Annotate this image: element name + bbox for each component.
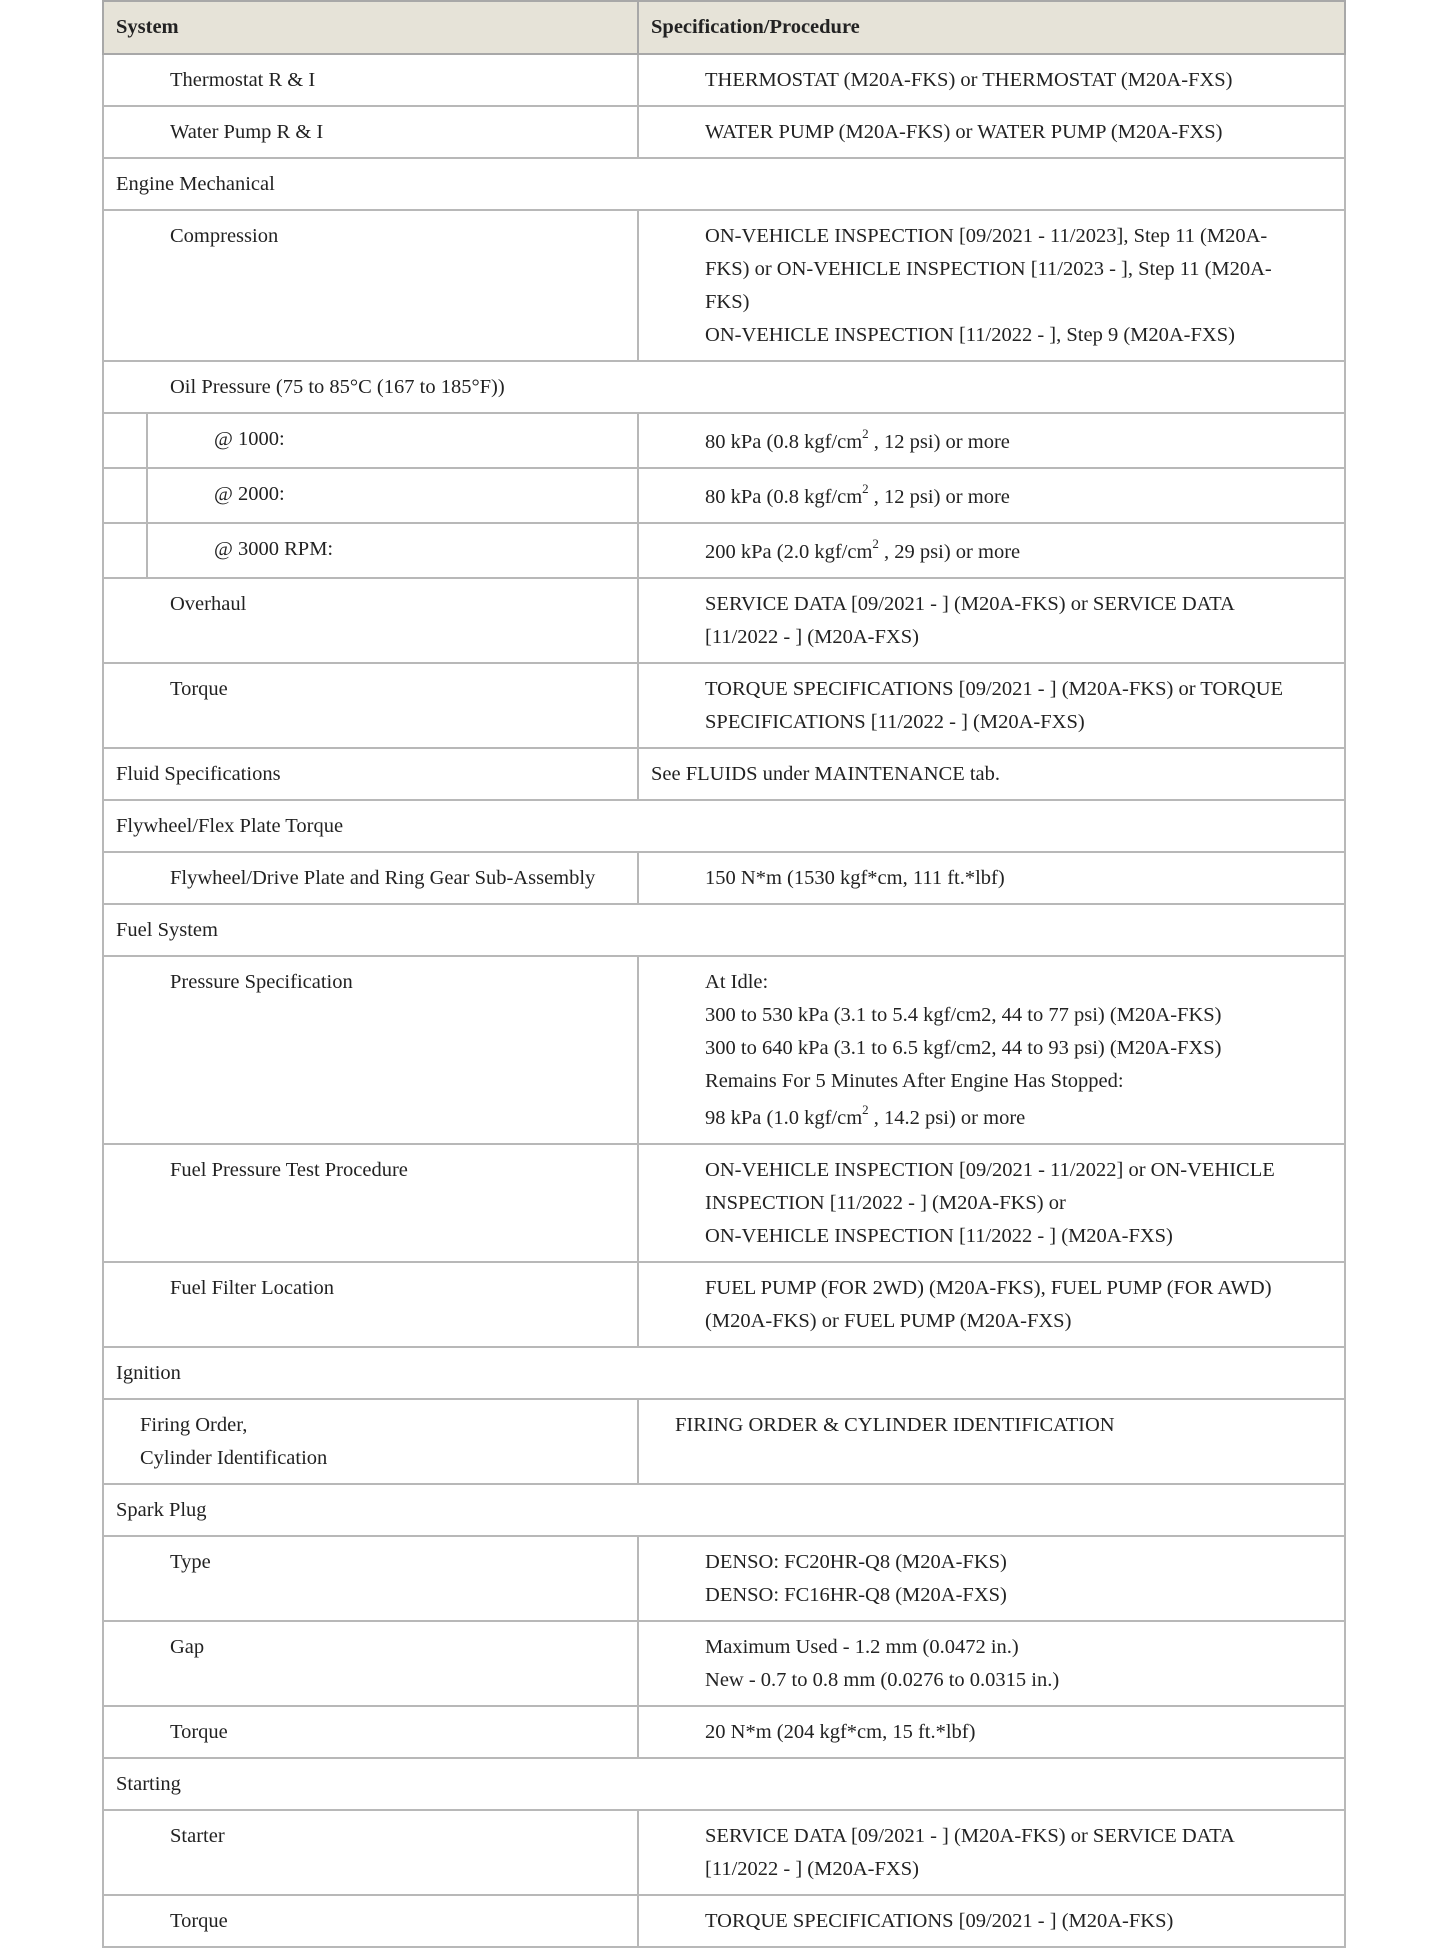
row-value: FIRING ORDER & CYLINDER IDENTIFICATION: [638, 1399, 1345, 1484]
label-line: Cylinder Identification: [140, 1447, 328, 1469]
table-header-row: [103, 1, 1345, 54]
table-row: [103, 210, 1345, 361]
subsection-heading: Oil Pressure (75 to 85°C (167 to 185°F)): [103, 361, 1345, 413]
spacer-cell: [103, 413, 147, 468]
value-line: FKS): [705, 291, 750, 313]
table-row: [103, 852, 1345, 904]
specification-table: [102, 0, 1346, 1948]
value-line: FKS) or ON-VEHICLE INSPECTION [11/2023 - ], Step 11 (M20A-: [705, 258, 1272, 280]
row-value: WATER PUMP (M20A-FKS) or WATER PUMP (M20A-FXS): [638, 106, 1345, 158]
table-row: [103, 523, 1345, 578]
row-value: [638, 1536, 1345, 1621]
value-line: INSPECTION [11/2022 - ] (M20A-FKS) or: [705, 1192, 1066, 1214]
table-row: [103, 956, 1345, 1144]
row-label: [103, 1399, 638, 1484]
section-row: [103, 158, 1345, 210]
row-label: Fuel Filter Location: [103, 1262, 638, 1347]
row-label: Torque: [103, 663, 638, 748]
row-label: Type: [103, 1536, 638, 1621]
row-label: Water Pump R & I: [103, 106, 638, 158]
row-label: Compression: [103, 210, 638, 361]
row-value: THERMOSTAT (M20A-FKS) or THERMOSTAT (M20A-FXS): [638, 54, 1345, 106]
table-row: [103, 1399, 1345, 1484]
row-value: 20 N*m (204 kgf*cm, 15 ft.*lbf): [638, 1706, 1345, 1758]
table-row: [103, 663, 1345, 748]
value-line: Maximum Used - 1.2 mm (0.0472 in.): [705, 1636, 1019, 1658]
table-row: [103, 54, 1345, 106]
spacer-cell: [103, 468, 147, 523]
row-label: Thermostat R & I: [103, 54, 638, 106]
value-line: New - 0.7 to 0.8 mm (0.0276 to 0.0315 in.): [705, 1669, 1060, 1691]
header-system: System: [103, 1, 638, 54]
subsection-row: [103, 361, 1345, 413]
value-line: FUEL PUMP (FOR 2WD) (M20A-FKS), FUEL PUMP (FOR AWD): [705, 1277, 1272, 1299]
row-value: [638, 1621, 1345, 1706]
value-line: ON-VEHICLE INSPECTION [09/2021 - 11/2022] or ON-VEHICLE: [705, 1159, 1275, 1181]
table-row: [103, 1536, 1345, 1621]
row-value: [638, 663, 1345, 748]
table-row: [103, 106, 1345, 158]
row-value: [638, 956, 1345, 1144]
value-line: SERVICE DATA [09/2021 - ] (M20A-FKS) or SERVICE DATA: [705, 1825, 1235, 1847]
table-row: [103, 413, 1345, 468]
row-label: Fluid Specifications: [103, 748, 638, 800]
value-line: 98 kPa (1.0 kgf/$cm^2$ , 14.2 psi) or more: [705, 1102, 1026, 1129]
value-line: SPECIFICATIONS [11/2022 - ] (M20A-FXS): [705, 711, 1085, 733]
value-line: SERVICE DATA [09/2021 - ] (M20A-FKS) or SERVICE DATA: [705, 593, 1235, 615]
table-row: [103, 748, 1345, 800]
section-row: [103, 1484, 1345, 1536]
section-heading: Flywheel/Flex Plate Torque: [103, 800, 1345, 852]
row-value: [638, 1262, 1345, 1347]
header-specification: Specification/Procedure: [638, 1, 1345, 54]
row-label: Pressure Specification: [103, 956, 638, 1144]
row-label: Torque: [103, 1706, 638, 1758]
row-value: 80 kPa (0.8 kgf/$cm^2$ , 12 psi) or more: [638, 468, 1345, 523]
row-label: Overhaul: [103, 578, 638, 663]
value-line: (M20A-FKS) or FUEL PUMP (M20A-FXS): [705, 1310, 1072, 1332]
row-value: 200 kPa (2.0 kgf/$cm^2$ , 29 psi) or more: [638, 523, 1345, 578]
row-value: TORQUE SPECIFICATIONS [09/2021 - ] (M20A-FKS): [638, 1895, 1345, 1947]
value-line: DENSO: FC20HR-Q8 (M20A-FKS): [705, 1551, 1007, 1573]
value-line: ON-VEHICLE INSPECTION [11/2022 - ], Step 9 (M20A-FXS): [705, 324, 1235, 346]
row-value: See FLUIDS under MAINTENANCE tab.: [638, 748, 1345, 800]
row-label: Gap: [103, 1621, 638, 1706]
row-value: 80 kPa (0.8 kgf/$cm^2$ , 12 psi) or more: [638, 413, 1345, 468]
value-line: [11/2022 - ] (M20A-FXS): [705, 1858, 919, 1880]
row-value: [638, 210, 1345, 361]
row-label: Torque: [103, 1895, 638, 1947]
section-row: [103, 1758, 1345, 1810]
row-value: [638, 1810, 1345, 1895]
spacer-cell: [103, 523, 147, 578]
table-row: [103, 468, 1345, 523]
value-line: ON-VEHICLE INSPECTION [11/2022 - ] (M20A-FXS): [705, 1225, 1173, 1247]
value-line: DENSO: FC16HR-Q8 (M20A-FXS): [705, 1584, 1007, 1606]
section-heading: Spark Plug: [103, 1484, 1345, 1536]
table-row: [103, 578, 1345, 663]
section-row: [103, 904, 1345, 956]
row-label: @ 2000:: [147, 468, 638, 523]
section-heading: Engine Mechanical: [103, 158, 1345, 210]
section-heading: Starting: [103, 1758, 1345, 1810]
value-line: TORQUE SPECIFICATIONS [09/2021 - ] (M20A-FKS) or TORQUE: [705, 678, 1284, 700]
table-row: [103, 1144, 1345, 1262]
value-line: 300 to 640 kPa (3.1 to 6.5 kgf/cm2, 44 to 93 psi) (M20A-FXS): [705, 1037, 1222, 1059]
label-line: Firing Order,: [140, 1414, 248, 1436]
table-row: [103, 1262, 1345, 1347]
row-label: Fuel Pressure Test Procedure: [103, 1144, 638, 1262]
value-line: 300 to 530 kPa (3.1 to 5.4 kgf/cm2, 44 to 77 psi) (M20A-FKS): [705, 1004, 1222, 1026]
section-row: [103, 1347, 1345, 1399]
value-line: Remains For 5 Minutes After Engine Has Stopped:: [705, 1070, 1124, 1092]
row-label: @ 1000:: [147, 413, 638, 468]
row-label: @ 3000 RPM:: [147, 523, 638, 578]
value-line: At Idle:: [705, 971, 769, 993]
table-row: [103, 1706, 1345, 1758]
table-row: [103, 1895, 1345, 1947]
table-row: [103, 1621, 1345, 1706]
row-value: [638, 1144, 1345, 1262]
table-row: [103, 1810, 1345, 1895]
section-heading: Ignition: [103, 1347, 1345, 1399]
row-label: Flywheel/Drive Plate and Ring Gear Sub-Assembly: [103, 852, 638, 904]
row-value: 150 N*m (1530 kgf*cm, 111 ft.*lbf): [638, 852, 1345, 904]
section-heading: Fuel System: [103, 904, 1345, 956]
value-line: [11/2022 - ] (M20A-FXS): [705, 626, 919, 648]
value-line: ON-VEHICLE INSPECTION [09/2021 - 11/2023], Step 11 (M20A-: [705, 225, 1268, 247]
row-label: Starter: [103, 1810, 638, 1895]
section-row: [103, 800, 1345, 852]
row-value: [638, 578, 1345, 663]
